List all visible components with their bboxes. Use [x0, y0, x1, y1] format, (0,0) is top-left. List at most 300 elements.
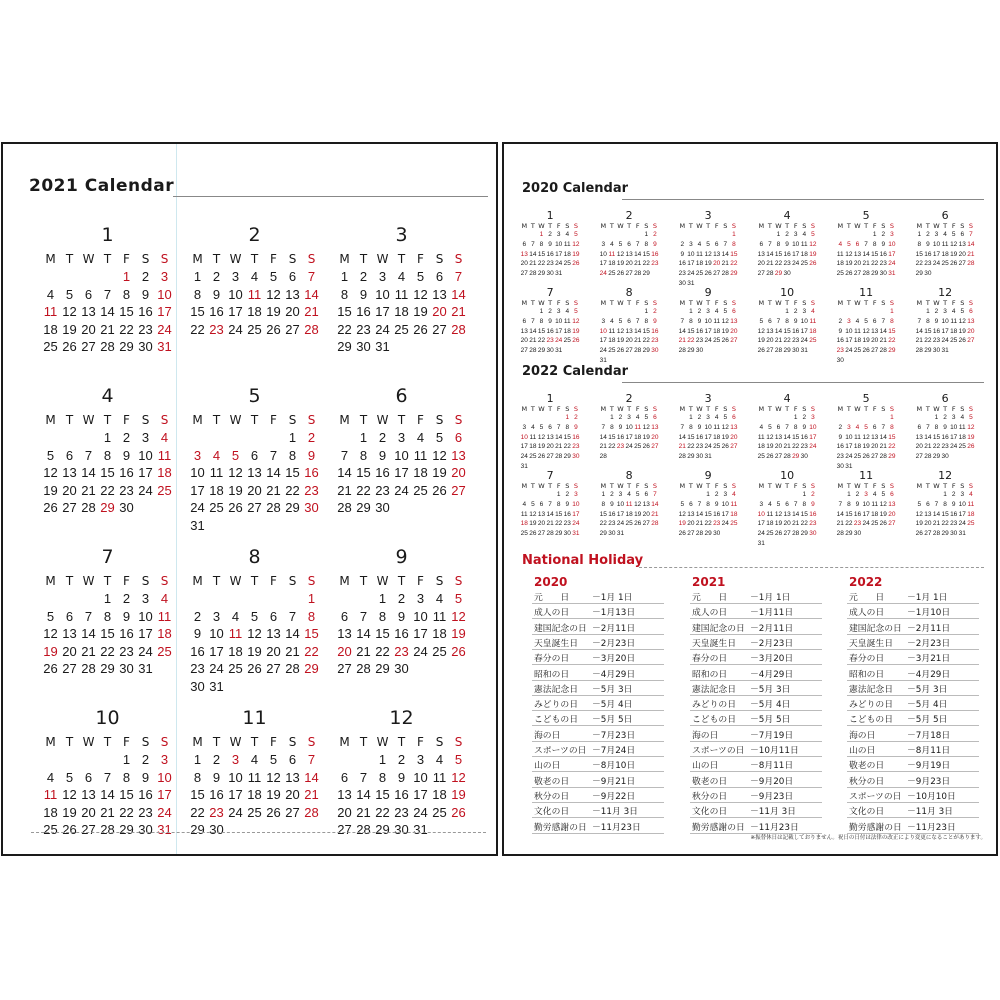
- weekday-header: F: [872, 482, 877, 490]
- day-cell: 15: [537, 250, 546, 258]
- day-cell: 15: [774, 250, 783, 258]
- day-cell: 9: [793, 317, 798, 325]
- day-cell: 6: [689, 500, 693, 508]
- day-cell: 26: [43, 500, 58, 515]
- weekday-header: W: [82, 413, 95, 427]
- day-cell: 26: [879, 520, 887, 528]
- day-cell: 1: [539, 308, 544, 315]
- day-cell: 9: [697, 317, 702, 325]
- day-cell: 1: [776, 231, 781, 238]
- day-cell: 3: [574, 491, 578, 498]
- day-cell: 27: [783, 530, 791, 538]
- day-cell: 14: [792, 510, 800, 518]
- weekday-header: F: [417, 735, 424, 749]
- day-cell: 10: [687, 250, 695, 258]
- weekday-header: W: [229, 735, 242, 749]
- weekday-header: S: [160, 413, 169, 427]
- day-cell: 2: [934, 308, 939, 315]
- weekday-header: T: [359, 574, 368, 588]
- guide-line: [176, 144, 177, 854]
- weekday-header: W: [933, 222, 940, 230]
- day-cell: 7: [864, 240, 868, 248]
- day-cell: 8: [359, 447, 368, 463]
- day-cell: 26: [529, 530, 537, 538]
- day-cell: 18: [43, 321, 58, 337]
- month-label: 6: [395, 385, 408, 407]
- weekday-header: T: [688, 405, 693, 413]
- holiday-name: 成人の日: [692, 608, 728, 619]
- holiday-row: [692, 743, 817, 756]
- holiday-date: －5月 3日: [750, 684, 791, 695]
- day-cell: 15: [304, 626, 319, 641]
- day-cell: 4: [811, 308, 815, 315]
- day-cell: 18: [432, 626, 447, 641]
- holiday-row: [849, 804, 974, 817]
- day-cell: 19: [766, 443, 774, 451]
- holiday-row: [692, 789, 817, 802]
- day-cell: 22: [337, 321, 352, 337]
- month-label: 12: [938, 286, 953, 299]
- weekday-header: S: [644, 405, 649, 413]
- day-cell: 26: [678, 530, 686, 538]
- weekday-header: F: [123, 574, 130, 588]
- weekday-header: S: [307, 413, 316, 427]
- day-cell: 19: [572, 327, 580, 335]
- day-cell: 21: [81, 482, 96, 498]
- weekday-header: M: [192, 252, 203, 266]
- day-cell: 28: [967, 260, 975, 268]
- day-cell: 23: [941, 443, 949, 451]
- day-cell: 21: [678, 337, 686, 345]
- day-cell: 4: [714, 414, 719, 421]
- weekday-header: S: [960, 222, 965, 230]
- day-cell: 9: [811, 500, 815, 508]
- day-cell: 12: [704, 250, 712, 258]
- weekday-header: T: [250, 252, 259, 266]
- day-cell: 18: [608, 260, 616, 268]
- holiday-row: [534, 758, 659, 771]
- day-cell: 24: [958, 520, 966, 528]
- holiday-date: －1月 1日: [750, 593, 791, 603]
- day-cell: 11: [730, 500, 738, 508]
- day-cell: 3: [627, 414, 631, 421]
- weekday-header: S: [565, 482, 570, 490]
- day-cell: 16: [138, 787, 153, 802]
- day-cell: 20: [774, 443, 783, 451]
- weekday-header: T: [530, 299, 535, 307]
- day-cell: 28: [81, 661, 96, 676]
- day-cell: 26: [967, 443, 975, 451]
- day-cell: 17: [757, 520, 765, 528]
- holiday-date: －9月19日: [907, 761, 951, 772]
- day-cell: 10: [520, 433, 528, 441]
- day-cell: 30: [836, 463, 844, 470]
- day-cell: 18: [967, 510, 975, 518]
- day-cell: 4: [610, 317, 614, 325]
- day-cell: 26: [432, 482, 447, 498]
- day-cell: 2: [565, 491, 570, 498]
- title-rule: [173, 196, 488, 197]
- day-cell: 18: [520, 520, 528, 528]
- weekday-header: S: [968, 482, 973, 490]
- day-cell: 8: [917, 240, 922, 248]
- day-cell: 10: [616, 500, 625, 508]
- day-cell: 29: [375, 822, 390, 837]
- weekday-header: F: [951, 482, 956, 490]
- weekday-header: F: [556, 405, 561, 413]
- day-cell: 11: [941, 240, 949, 248]
- day-cell: 1: [307, 591, 316, 606]
- day-cell: 22: [537, 260, 546, 268]
- weekday-header: M: [45, 735, 56, 749]
- day-cell: 19: [704, 260, 712, 268]
- holiday-name: こどもの日: [534, 715, 578, 726]
- day-cell: 15: [375, 626, 390, 641]
- day-cell: 22: [687, 443, 695, 451]
- day-cell: 18: [563, 327, 571, 335]
- day-cell: 4: [697, 240, 702, 248]
- day-cell: 17: [704, 433, 712, 441]
- day-cell: 29: [687, 453, 695, 461]
- weekday-header: T: [212, 413, 221, 427]
- day-cell: 26: [721, 337, 729, 345]
- day-cell: 12: [879, 500, 887, 508]
- holiday-row-rule: [690, 649, 822, 650]
- weekday-header: T: [943, 222, 948, 230]
- weekday-header: W: [696, 405, 703, 413]
- day-cell: 1: [890, 414, 894, 421]
- day-cell: 14: [967, 240, 975, 248]
- day-cell: 9: [141, 769, 150, 785]
- holiday-date: －1月13日: [592, 608, 636, 619]
- day-cell: 21: [304, 304, 319, 319]
- day-cell: 20: [871, 443, 879, 451]
- day-cell: 8: [122, 769, 131, 785]
- day-cell: 27: [625, 347, 633, 355]
- day-cell: 22: [555, 520, 563, 528]
- holiday-row-rule: [532, 603, 664, 604]
- day-cell: 17: [932, 250, 941, 258]
- day-cell: 23: [932, 337, 941, 345]
- day-cell: 9: [193, 626, 202, 641]
- weekday-header: S: [307, 574, 316, 588]
- weekday-header: W: [617, 222, 624, 230]
- weekday-header: M: [600, 222, 607, 230]
- day-cell: 12: [642, 423, 650, 431]
- weekday-header: F: [417, 413, 424, 427]
- weekday-header: F: [793, 482, 798, 490]
- day-cell: 29: [356, 500, 371, 515]
- weekday-header: T: [846, 405, 851, 413]
- holiday-row: [692, 636, 817, 649]
- month-label: 6: [941, 209, 949, 222]
- holiday-name: 文化の日: [849, 807, 885, 818]
- holiday-name: 山の日: [692, 761, 719, 772]
- day-cell: 2: [307, 430, 316, 445]
- day-cell: 24: [950, 443, 958, 451]
- day-cell: 16: [695, 433, 704, 441]
- month-label: 9: [395, 546, 408, 568]
- day-cell: 5: [847, 240, 851, 248]
- day-cell: 21: [766, 260, 774, 268]
- weekday-header: S: [889, 299, 894, 307]
- day-cell: 29: [687, 347, 695, 355]
- day-cell: 1: [288, 430, 297, 445]
- holiday-row: [692, 712, 817, 725]
- day-cell: 5: [454, 591, 463, 606]
- day-cell: 10: [625, 423, 633, 431]
- day-cell: 18: [634, 433, 642, 441]
- weekday-header: M: [339, 252, 350, 266]
- month-label: 7: [101, 546, 114, 568]
- day-cell: 15: [924, 327, 932, 335]
- holiday-name: 天皇誕生日: [849, 638, 893, 649]
- day-cell: 2: [548, 231, 552, 238]
- day-cell: 17: [228, 787, 243, 802]
- day-cell: 3: [943, 308, 947, 315]
- day-cell: 9: [122, 447, 131, 463]
- day-cell: 10: [572, 500, 580, 508]
- weekday-header: F: [123, 413, 130, 427]
- day-cell: 18: [228, 643, 243, 659]
- day-cell: 8: [890, 423, 894, 431]
- day-cell: 20: [266, 643, 281, 659]
- day-cell: 7: [454, 269, 463, 284]
- day-cell: 13: [432, 286, 447, 302]
- weekday-header: S: [802, 299, 807, 307]
- day-cell: 5: [768, 423, 772, 431]
- day-cell: 29: [924, 347, 932, 355]
- weekday-header: F: [556, 222, 561, 230]
- month-label: 5: [862, 209, 870, 222]
- holiday-name: 元 日: [534, 593, 570, 603]
- weekday-header: T: [548, 405, 553, 413]
- day-cell: 11: [432, 608, 447, 624]
- weekday-header: T: [627, 405, 632, 413]
- day-cell: 29: [932, 453, 941, 461]
- holiday-row: [534, 621, 659, 634]
- day-cell: 24: [190, 500, 205, 515]
- day-cell: 13: [888, 500, 896, 508]
- day-cell: 5: [680, 500, 685, 508]
- day-cell: 27: [266, 661, 281, 676]
- holiday-name: 元 日: [849, 593, 885, 603]
- day-cell: 10: [138, 447, 153, 463]
- day-cell: 3: [212, 608, 221, 624]
- day-cell: 7: [288, 608, 297, 624]
- day-cell: 15: [687, 433, 695, 441]
- day-cell: 10: [845, 327, 853, 335]
- month-label: 4: [783, 209, 791, 222]
- weekday-header: T: [609, 405, 614, 413]
- holiday-name: 元 日: [692, 593, 728, 603]
- day-cell: 29: [119, 339, 134, 354]
- day-cell: 19: [809, 250, 817, 258]
- day-cell: 2: [653, 308, 657, 315]
- day-cell: 23: [394, 643, 409, 659]
- day-cell: 11: [713, 317, 721, 325]
- day-cell: 10: [413, 608, 428, 624]
- holiday-name: スポーツの日: [849, 791, 902, 802]
- day-cell: 7: [969, 231, 973, 238]
- weekday-header: S: [435, 252, 444, 266]
- weekday-header: W: [229, 252, 242, 266]
- day-cell: 16: [304, 465, 319, 480]
- day-cell: 6: [454, 430, 463, 445]
- day-cell: 25: [157, 482, 172, 498]
- day-cell: 21: [304, 787, 319, 802]
- day-cell: 12: [774, 510, 783, 518]
- holiday-row-rule: [690, 680, 822, 681]
- day-cell: 5: [881, 491, 886, 498]
- holiday-name: 敬老の日: [849, 761, 885, 772]
- day-cell: 11: [854, 433, 861, 441]
- day-cell: 2: [574, 414, 578, 421]
- weekday-header: T: [65, 574, 74, 588]
- weekday-header: S: [802, 222, 807, 230]
- day-cell: 22: [608, 443, 616, 451]
- day-cell: 1: [872, 231, 877, 238]
- holiday-name: スポーツの日: [692, 746, 745, 756]
- day-cell: 21: [451, 304, 466, 319]
- day-cell: 24: [757, 530, 765, 538]
- day-cell: 12: [721, 423, 729, 431]
- day-cell: 30: [695, 347, 704, 355]
- day-cell: 15: [337, 304, 352, 319]
- holiday-row: [534, 590, 659, 603]
- day-cell: 11: [209, 465, 224, 480]
- day-cell: 10: [809, 423, 817, 431]
- holiday-row-rule: [532, 741, 664, 742]
- page-2021: [1, 142, 498, 856]
- weekday-header: M: [521, 299, 528, 307]
- day-cell: 22: [888, 337, 896, 345]
- holiday-date: －1月 1日: [592, 593, 633, 603]
- weekday-header: F: [793, 299, 798, 307]
- day-cell: 14: [879, 327, 887, 335]
- holiday-date: －2月23日: [907, 638, 951, 649]
- day-cell: 17: [809, 433, 817, 441]
- holiday-row-rule: [532, 802, 664, 803]
- holiday-row-rule: [690, 710, 822, 711]
- holiday-name: 成人の日: [534, 608, 570, 619]
- weekday-header: S: [160, 574, 169, 588]
- weekday-header: S: [565, 222, 570, 230]
- weekday-header: S: [723, 222, 728, 230]
- day-cell: 2: [548, 308, 552, 315]
- holiday-date: －1月 1日: [907, 593, 948, 603]
- day-cell: 13: [625, 327, 633, 335]
- day-cell: 3: [160, 269, 169, 284]
- day-cell: 20: [625, 260, 633, 268]
- day-cell: 12: [958, 317, 966, 325]
- day-cell: 22: [375, 643, 390, 659]
- day-cell: 23: [190, 661, 205, 676]
- day-cell: 20: [766, 337, 774, 345]
- day-cell: 16: [394, 787, 409, 802]
- day-cell: 6: [627, 240, 631, 248]
- weekday-header: S: [652, 405, 657, 413]
- day-cell: 24: [375, 321, 390, 337]
- weekday-header: S: [802, 482, 807, 490]
- day-cell: 8: [785, 317, 789, 325]
- day-cell: 10: [394, 447, 409, 463]
- day-cell: 10: [555, 240, 563, 248]
- holiday-row: [692, 590, 817, 603]
- day-cell: 17: [555, 250, 563, 258]
- holiday-date: －5月 3日: [592, 684, 633, 695]
- day-cell: 24: [599, 270, 607, 278]
- day-cell: 6: [250, 447, 259, 463]
- national-holiday-title: National Holiday: [522, 553, 644, 568]
- day-cell: 21: [356, 804, 371, 820]
- day-cell: 27: [520, 270, 528, 278]
- day-cell: 25: [958, 443, 966, 451]
- weekday-header: S: [723, 299, 728, 307]
- day-cell: 4: [250, 752, 259, 767]
- day-cell: 6: [926, 500, 930, 508]
- day-cell: 3: [416, 591, 425, 606]
- weekday-header: M: [837, 405, 844, 413]
- holiday-row: [849, 667, 974, 680]
- day-cell: 4: [714, 308, 719, 315]
- weekday-header: T: [767, 299, 772, 307]
- day-cell: 31: [616, 530, 625, 538]
- day-cell: 16: [809, 510, 817, 518]
- holiday-row: [534, 636, 659, 649]
- holiday-row-rule: [690, 756, 822, 757]
- weekday-header: M: [679, 482, 686, 490]
- day-cell: 26: [845, 270, 853, 278]
- holiday-name: みどりの日: [849, 700, 893, 711]
- day-cell: 29: [375, 661, 390, 676]
- day-cell: 6: [732, 414, 736, 421]
- day-cell: 9: [397, 608, 406, 624]
- day-cell: 3: [556, 308, 561, 315]
- day-cell: 5: [960, 308, 965, 315]
- weekday-header: S: [644, 299, 649, 307]
- bottom-dashed-rule: [31, 832, 486, 833]
- day-cell: 13: [958, 240, 966, 248]
- day-cell: 26: [862, 453, 870, 461]
- day-cell: 18: [713, 327, 721, 335]
- day-cell: 19: [642, 433, 650, 441]
- day-cell: 29: [537, 347, 546, 355]
- day-cell: 22: [642, 260, 650, 268]
- day-cell: 12: [572, 317, 580, 325]
- day-cell: 3: [802, 308, 807, 315]
- day-cell: 23: [546, 337, 554, 345]
- day-cell: 23: [119, 482, 134, 498]
- weekday-header: F: [556, 299, 561, 307]
- day-cell: 28: [337, 500, 352, 515]
- day-cell: 17: [572, 510, 580, 518]
- holiday-date: －2月11日: [592, 623, 636, 634]
- day-cell: 14: [599, 433, 607, 441]
- day-cell: 27: [81, 822, 96, 837]
- holiday-row: [534, 728, 659, 741]
- day-cell: 1: [793, 414, 798, 421]
- holiday-row-rule: [847, 695, 979, 696]
- weekday-header: S: [307, 735, 316, 749]
- day-cell: 3: [793, 231, 798, 238]
- day-cell: 22: [932, 443, 941, 451]
- day-cell: 13: [546, 433, 554, 441]
- day-cell: 29: [774, 270, 783, 278]
- day-cell: 4: [160, 591, 169, 606]
- day-cell: 8: [193, 286, 202, 302]
- weekday-header: F: [951, 405, 956, 413]
